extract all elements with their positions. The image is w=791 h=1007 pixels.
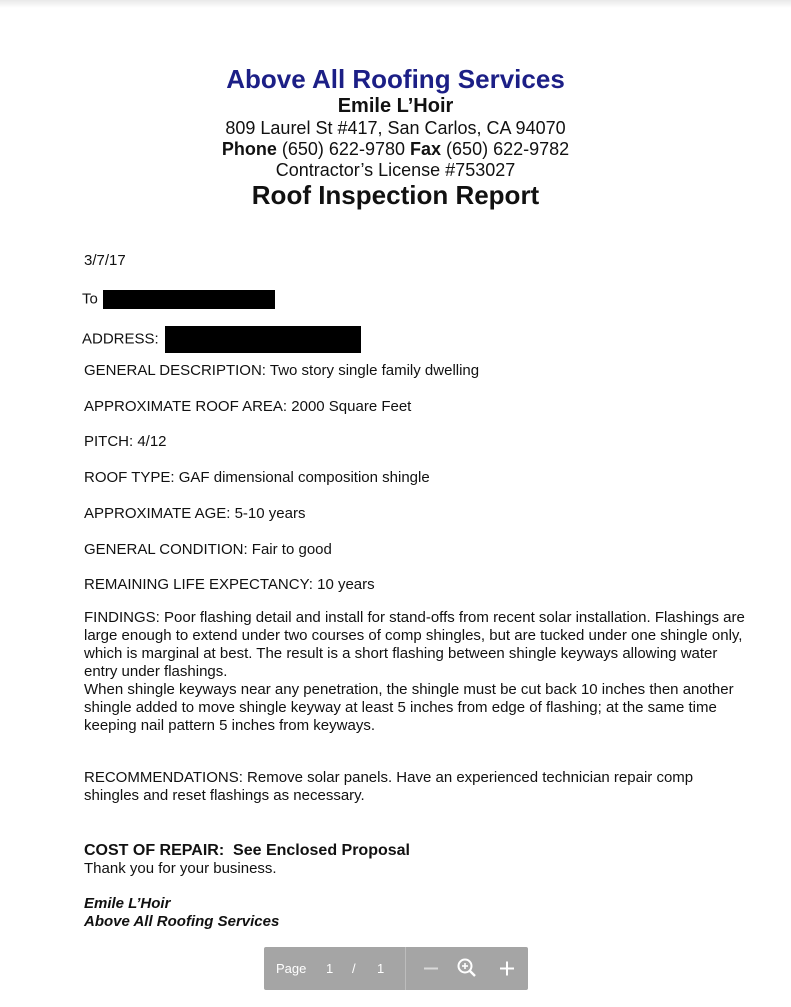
fax-label: Fax bbox=[410, 139, 442, 159]
report-date: 3/7/17 bbox=[84, 252, 126, 269]
current-page-input[interactable]: 1 bbox=[326, 961, 334, 976]
zoom-button[interactable] bbox=[454, 947, 480, 990]
signature-company: Above All Roofing Services bbox=[84, 913, 280, 930]
cost-of-repair: COST OF REPAIR: See Enclosed Proposal bbox=[84, 842, 410, 859]
total-pages: 1 bbox=[377, 961, 385, 976]
signature-name: Emile L’Hoir bbox=[84, 895, 171, 912]
report-title: Roof Inspection Report bbox=[251, 180, 540, 210]
magnifier-icon bbox=[456, 947, 478, 990]
page-separator: / bbox=[352, 961, 356, 976]
fax-number: (650) 622-9782 bbox=[446, 139, 570, 159]
to-label: To bbox=[82, 290, 98, 308]
owner-name: Emile L’Hoir bbox=[337, 95, 454, 117]
zoom-in-button[interactable] bbox=[494, 947, 520, 990]
redacted-recipient bbox=[103, 290, 275, 309]
page-label: Page bbox=[276, 961, 307, 976]
address-line bbox=[82, 326, 361, 353]
roof-type: ROOF TYPE: GAF dimensional composition shingle bbox=[84, 469, 430, 486]
pitch: PITCH: 4/12 bbox=[84, 433, 167, 450]
findings-paragraph-1: FINDINGS: Poor flashing detail and install for stand-offs from recent solar installation. Flashings are large enough to extend under two courses of comp shingles, but are tucked under one shingle only, which is marginal at best. The result is a short flashing between shingle keyways allowing water entry under flashings. bbox=[84, 609, 745, 680]
contact-line bbox=[0, 139, 791, 160]
recipient-line bbox=[82, 290, 275, 309]
general-condition: GENERAL CONDITION: Fair to good bbox=[84, 541, 332, 558]
findings-paragraph-2: When shingle keyways near any penetration, the shingle must be cut back 10 inches then another shingle added to move shingle keyway at least 5 inches from edge of flashing; at the same time keeping nail pattern 5 inches from keyways. bbox=[84, 681, 734, 734]
toolbar-divider bbox=[405, 947, 406, 990]
company-address: 809 Laurel St #417, San Carlos, CA 94070 bbox=[225, 118, 566, 138]
address-label: ADDRESS: bbox=[82, 330, 159, 348]
contractor-license: Contractor’s License #753027 bbox=[275, 160, 516, 180]
zoom-out-button[interactable] bbox=[418, 947, 444, 990]
general-description: GENERAL DESCRIPTION: Two story single family dwelling bbox=[84, 362, 480, 379]
redacted-address bbox=[165, 326, 361, 353]
findings bbox=[84, 609, 754, 735]
recommendations: RECOMMENDATIONS: Remove solar panels. Have an experienced technician repair comp shingles and reset flashings as necessary. bbox=[84, 769, 694, 804]
phone-label: Phone bbox=[221, 139, 277, 159]
company-name: Above All Roofing Services bbox=[226, 64, 565, 94]
thanks-line: Thank you for your business. bbox=[84, 860, 277, 877]
approximate-age: APPROXIMATE AGE: 5-10 years bbox=[84, 505, 306, 522]
plus-icon bbox=[498, 947, 516, 990]
roof-area: APPROXIMATE ROOF AREA: 2000 Square Feet bbox=[84, 398, 412, 415]
phone-number: (650) 622-9780 bbox=[281, 139, 405, 159]
minus-icon bbox=[423, 947, 439, 990]
pdf-viewer-toolbar bbox=[264, 947, 528, 990]
life-expectancy: REMAINING LIFE EXPECTANCY: 10 years bbox=[84, 576, 375, 593]
